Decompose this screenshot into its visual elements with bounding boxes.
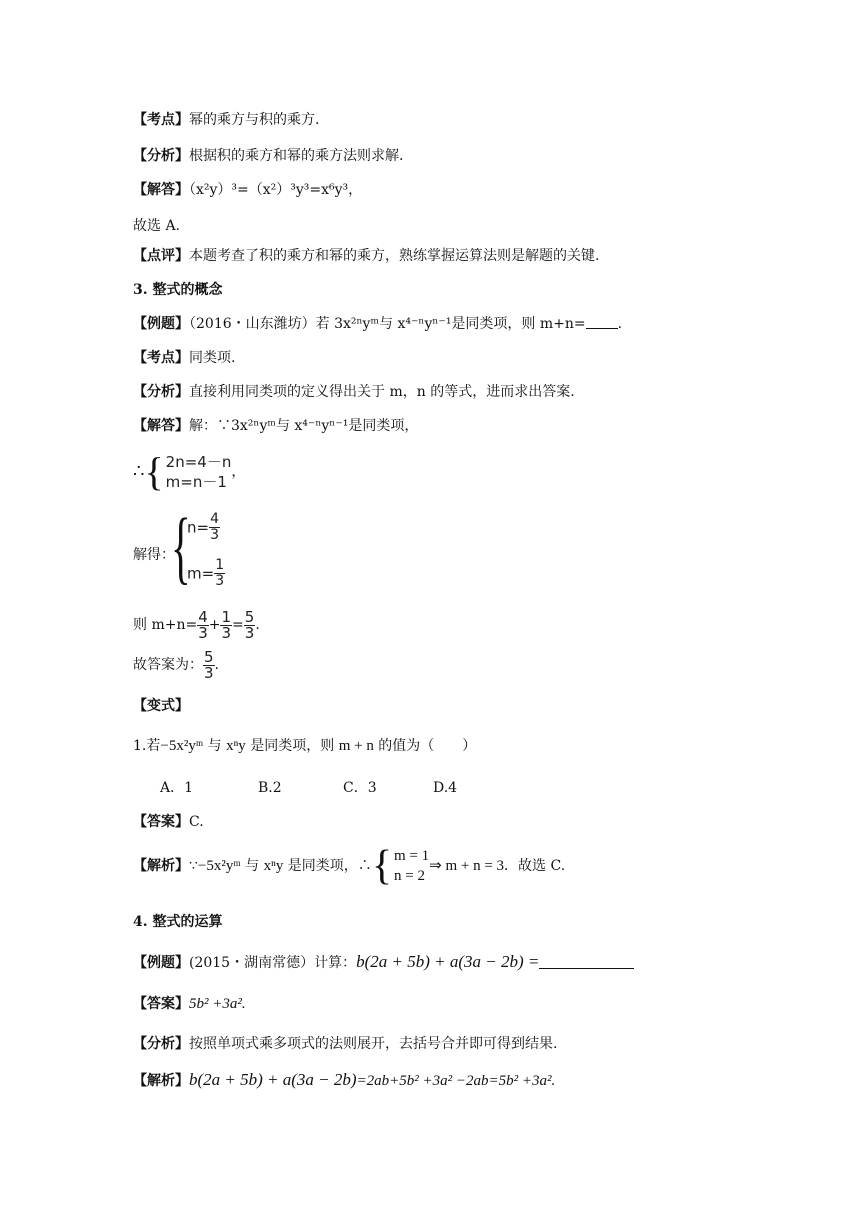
liti-end: . — [617, 316, 623, 332]
solution-row-n — [187, 512, 220, 543]
solution-row-m — [187, 558, 225, 589]
kaodian-label: 【考点】 — [133, 112, 189, 128]
jieda-label: 【解答】 — [133, 418, 189, 434]
jieda-line-3 — [133, 416, 418, 436]
frac2-num: 1 — [221, 607, 232, 626]
liti4-expr: b(2a + 5b) + a(3a − 2b) = — [356, 952, 540, 971]
jieda-label: 【解答】 — [133, 182, 189, 198]
fenxi-line-3 — [133, 382, 575, 402]
n-numerator: 4 — [210, 511, 219, 527]
fenxi4-text: 按照单项式乘多项式的法则展开，去括号合并即可得到结果. — [189, 1036, 558, 1052]
plus-sign: + — [208, 617, 221, 633]
jiexi-expr1: −5x²yᵐ — [197, 858, 241, 874]
therefore-symbol: ∴ — [133, 461, 145, 482]
frac3-den: 3 — [244, 623, 255, 642]
jiexi-brace-system: { m = 1 n = 2 — [371, 843, 430, 889]
jiexi-mid2: 是同类项，∴ — [283, 858, 372, 874]
m-denominator: 3 — [215, 573, 225, 589]
frac2-den: 3 — [221, 623, 232, 642]
frac1-num: 4 — [198, 607, 208, 626]
question-1 — [133, 736, 476, 756]
fenxi-text: 直接利用同类项的定义得出关于 m，n 的等式，进而求出答案. — [189, 384, 575, 400]
liti4-label: 【例题】 — [133, 955, 189, 971]
daan4-text: 5b² +3a². — [189, 996, 246, 1012]
option-c: C．3 — [343, 780, 377, 796]
liti4-blank — [539, 954, 634, 969]
equals-sign: = — [232, 617, 244, 633]
liti-line-4 — [133, 950, 634, 975]
equation-row-1: 2n=4－n — [165, 453, 232, 471]
fenxi4-label: 【分析】 — [133, 1036, 189, 1052]
answer-q1-line — [133, 812, 204, 832]
dianping-text: 本题考查了积的乘方和幂的乘方，熟练掌握运算法则是解题的关键. — [189, 248, 600, 264]
answer-den: 3 — [204, 663, 214, 682]
solution-brace: { — [171, 501, 191, 592]
sum-line — [133, 608, 260, 642]
jiede-label: 解得： — [133, 547, 175, 563]
jieda-formula: （x²y）³=（x²）³y³=x⁶y³， — [189, 182, 363, 198]
daan-text: C. — [189, 814, 204, 830]
m-lhs: m= — [187, 564, 215, 583]
liti-label: 【例题】 — [133, 316, 189, 332]
jiexi-row-2: n = 2 — [393, 868, 425, 884]
answer-blank — [586, 316, 618, 329]
daan-label: 【答案】 — [133, 814, 189, 830]
jiexi-label: 【解析】 — [133, 858, 189, 874]
q1-expr1: −5x²yᵐ — [160, 738, 204, 754]
q1-text-b: 与 — [203, 738, 227, 754]
system-of-equations — [133, 450, 245, 498]
fenxi-line-1 — [133, 146, 403, 166]
jiexi4-expr: b(2a + 5b) + a(3a − 2b) — [189, 1070, 357, 1089]
jieda-text: 解：∵3x²ⁿyᵐ与 x⁴⁻ⁿyⁿ⁻¹是同类项， — [189, 418, 419, 434]
section-heading-3: 3. 整式的概念 — [133, 282, 223, 298]
liti-line-3 — [133, 314, 622, 334]
q1-text-d: 的值为（ ） — [373, 738, 477, 754]
jiexi-mid: 与 — [240, 858, 264, 874]
answer-prefix: 故答案为： — [133, 657, 203, 673]
n-denominator: 3 — [210, 527, 219, 543]
daan-line-4 — [133, 994, 246, 1014]
q1-expr3: m + n — [338, 738, 374, 754]
equation-brace: { 2n=4－n m=n－1 — [144, 449, 232, 494]
fenxi-line-4 — [133, 1034, 557, 1054]
jiexi-implies: ⇒ m + n = 3 — [429, 858, 505, 874]
m-numerator: 1 — [215, 557, 225, 573]
liti-source: （2016・山东潍坊） — [189, 316, 316, 332]
liti-text: 若 3x²ⁿyᵐ与 x⁴⁻ⁿyⁿ⁻¹是同类项，则 m+n= — [315, 316, 586, 332]
equation-row-2: m=n－1 — [165, 473, 227, 491]
answer-period: . — [214, 657, 219, 673]
system-comma: ， — [231, 464, 246, 480]
q1-prefix: 1.若 — [133, 738, 161, 754]
jiexi4-label: 【解析】 — [133, 1073, 189, 1089]
liti4-source: (2015・湖南常德） — [189, 955, 315, 971]
dianping-label: 【点评】 — [133, 248, 189, 264]
final-answer-line — [133, 648, 219, 682]
sum-period: . — [255, 617, 260, 633]
fenxi-label: 【分析】 — [133, 148, 189, 164]
dianping-line — [133, 246, 599, 266]
jiexi-row-1: m = 1 — [393, 848, 430, 864]
kaodian-line-1 — [133, 110, 319, 130]
frac3-num: 5 — [244, 607, 255, 626]
because-symbol: ∵ — [189, 858, 198, 874]
section-heading-4: 4. 整式的运算 — [133, 914, 223, 930]
liti4-text: 计算： — [314, 955, 357, 971]
kaodian-text: 同类项. — [189, 350, 236, 366]
sum-prefix: 则 m+n= — [133, 617, 198, 633]
fenxi-text: 根据积的乘方和幂的乘方法则求解. — [189, 148, 404, 164]
fenxi-label: 【分析】 — [133, 384, 189, 400]
n-lhs: n= — [187, 518, 210, 537]
option-b: B.2 — [258, 780, 282, 796]
jiexi-post: ．故选 C. — [504, 858, 566, 874]
daan4-label: 【答案】 — [133, 996, 189, 1012]
guxuan-line: 故选 A. — [133, 218, 181, 234]
kaodian-text: 幂的乘方与积的乘方. — [189, 112, 320, 128]
q1-text-c: 是同类项，则 — [245, 738, 339, 754]
bianshi-heading: 【变式】 — [133, 698, 189, 714]
jiexi4-text: =2ab+5b² +3a² −2ab=5b² +3a². — [356, 1073, 556, 1089]
jiexi-q1-line — [133, 844, 565, 892]
frac1-den: 3 — [198, 623, 208, 642]
jiexi-line-4 — [133, 1068, 555, 1093]
answer-num: 5 — [204, 647, 214, 666]
kaodian-line-3 — [133, 348, 235, 368]
kaodian-label: 【考点】 — [133, 350, 189, 366]
option-a: A．1 — [160, 780, 194, 796]
jiexi-expr2: xⁿy — [263, 858, 284, 874]
jieda-line-1 — [133, 180, 362, 200]
q1-expr2: xⁿy — [226, 738, 246, 754]
option-d: D.4 — [433, 780, 458, 796]
